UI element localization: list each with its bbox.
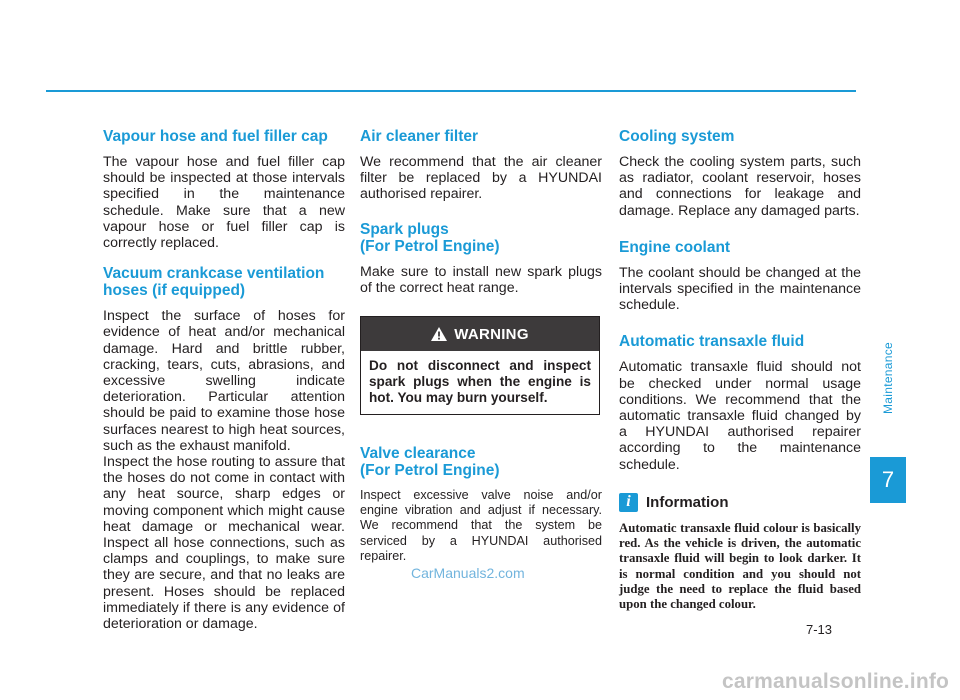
info-icon: i: [619, 493, 638, 512]
warning-header: [361, 317, 599, 351]
section-body: Check the cooling system parts, such as radiator, coolant reservoir, hoses and connections for leakage and damage. Replace any damaged parts.: [619, 154, 861, 219]
section-spark-plugs: [360, 221, 602, 296]
warning-label: WARNING: [454, 325, 529, 343]
section-air-cleaner: [360, 128, 602, 203]
section-automatic-transaxle-fluid: [619, 333, 861, 472]
header-rule: [46, 90, 856, 92]
section-body: Make sure to install new spark plugs of the correct heat range.: [360, 263, 602, 296]
section-body: The vapour hose and fuel filler cap should be inspected at those intervals specified in the maintenance schedule. Make sure that a new vapour hose or fuel filler cap is correctly replaced.: [103, 154, 345, 252]
section-cooling-system: [619, 128, 861, 219]
warning-triangle-icon: [431, 327, 447, 341]
section-body: Automatic transaxle fluid should not be checked under normal usage conditions. We recommend that the automatic transaxle fluid changed by a HYUNDAI authorised repairer according to the maintenance schedule.: [619, 359, 861, 473]
column-2: [360, 128, 602, 578]
section-title-line-1: Vacuum crankcase ventilation: [103, 265, 325, 283]
watermark-carmanualsonline: carmanualsonline.info: [722, 670, 950, 693]
section-valve-clearance: [360, 445, 602, 564]
section-title: Automatic transaxle fluid: [619, 333, 805, 351]
section-engine-coolant: [619, 239, 861, 314]
column-1: [103, 128, 345, 646]
chapter-label: Maintenance: [881, 341, 895, 415]
information-title: Information: [646, 493, 729, 511]
column-3: [619, 128, 861, 613]
section-body: We recommend that the air cleaner filter be replaced by a HYUNDAI authorised repairer.: [360, 154, 602, 203]
section-title: [360, 221, 602, 255]
section-title: [360, 445, 602, 479]
information-text: Automatic transaxle fluid colour is basically red. As the vehicle is driven, the automatic transaxle fluid will begin to look darker. It is normal condition and you should not judge the need to replace the fluid based upon the changed colour.: [619, 520, 861, 612]
section-vapour-hose: [103, 128, 345, 251]
information-header: [619, 493, 861, 512]
section-title: Engine coolant: [619, 238, 731, 256]
section-title-line-2: hoses (if equipped): [103, 282, 246, 300]
watermark-carmanuals2: CarManuals2.com: [411, 565, 525, 581]
section-vacuum-crankcase: [103, 265, 345, 632]
section-title: Air cleaner filter: [360, 128, 479, 145]
section-title-line-2: (For Petrol Engine): [360, 462, 500, 480]
warning-box: [360, 316, 600, 415]
section-body-continued: Inspect the hose routing to assure that the hoses do not come in contact with any heat source, sharp edges or moving component which might cause heat damage or mechanical wear. Inspect all hose connections, such as clamps and couplings, to make sure they are secure, and that no leaks are present. Hoses should be replaced immediately if there is any evidence of deterioration or damage.: [103, 454, 345, 633]
page-number: 7-13: [806, 622, 833, 637]
section-title-line-1: Valve clearance: [360, 445, 476, 463]
section-title: Vapour hose and fuel filler cap: [103, 128, 328, 145]
section-body: Inspect the surface of hoses for evidence of heat and/or mechanical damage. Hard and brittle rubber, cracking, tears, cuts, abrasions, and excessive swelling indicate deterioration. Particular attention should be paid to examine those hose surfaces nearest to high heat sources, such as the exhaust manifold.: [103, 308, 345, 454]
chapter-tab: 7: [870, 457, 906, 503]
section-title-line-1: Spark plugs: [360, 220, 449, 238]
section-title-line-2: (For Petrol Engine): [360, 237, 500, 255]
section-body: Inspect excessive valve noise and/or engine vibration and adjust if necessary. We recommend that the system be serviced by a HYUNDAI authorised repairer.: [360, 488, 602, 563]
section-title: Cooling system: [619, 128, 735, 145]
section-body: The coolant should be changed at the intervals specified in the maintenance schedule.: [619, 264, 861, 314]
warning-text: Do not disconnect and inspect spark plugs when the engine is hot. You may burn yourself.: [369, 358, 591, 406]
section-title: [103, 265, 345, 299]
